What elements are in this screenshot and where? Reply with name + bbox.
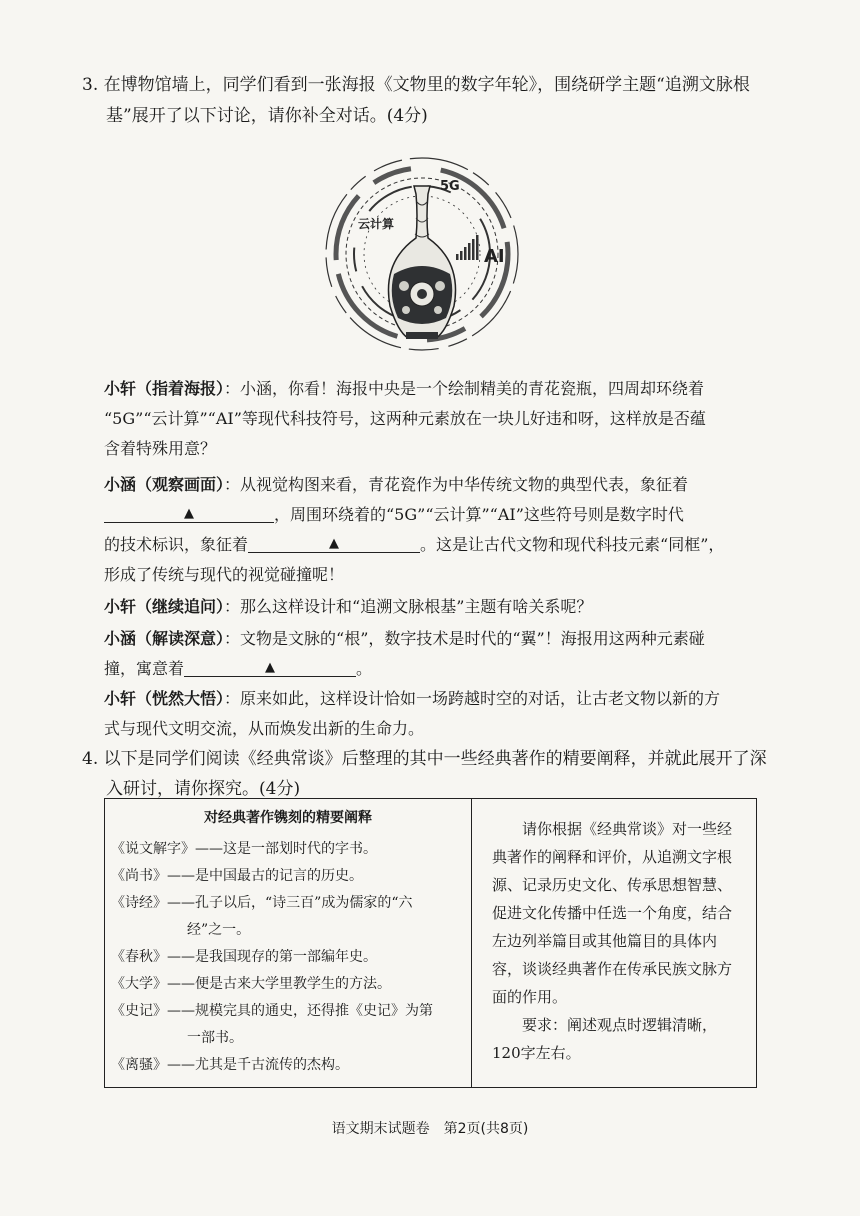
list-item: 《史记》——规模完具的通史，还得推《史记》为第 <box>111 1003 433 1019</box>
speaker-label: 小轩（恍然大悟） <box>104 689 225 708</box>
question-3-line-1: 3. 在博物馆墙上，同学们看到一张海报《文物里的数字年轮》，围绕研学主题“追溯文脉根 <box>82 75 750 95</box>
dialog-4: 小涵（解读深意）：文物是文脉的“根”，数字技术是时代的“翼”！海报用这两种元素碰 撞，寓意着 ▲ 。 <box>104 629 705 678</box>
page-footer: 语文期末试题卷 第2页(共8页) <box>331 1121 529 1137</box>
poster-image <box>322 146 522 368</box>
requirement-text: 要求：阐述观点时逻辑清晰，120字左右。 <box>492 1016 718 1062</box>
answer-blank-1[interactable]: ▲ <box>104 502 274 523</box>
poster-cloud-label: 云计算 <box>358 217 395 231</box>
poster-ai-label: AI <box>484 246 505 267</box>
instruction-text: 请你根据《经典常谈》对一些经典著作的阐释和评价，从追溯文字根源、记录历史文化、传承思想智慧、促进文化传播中任选一个角度，结合左边列举篇目或其他篇目的具体内容，谈谈经典著作在传承民族文脉方面的作用。 <box>492 820 733 1006</box>
classics-table <box>104 798 757 1088</box>
list-item: 《尚书》——是中国最古的记言的历史。 <box>111 868 363 884</box>
question-4-line-1: 4. 以下是同学们阅读《经典常谈》后整理的其中一些经典著作的精要阐释，并就此展开了深 <box>82 749 767 769</box>
instruction-panel <box>472 799 756 1087</box>
answer-blank-3[interactable]: ▲ <box>184 656 356 677</box>
dialog-2: 小涵（观察画面）：从视觉构图来看，青花瓷作为中华传统文物的典型代表，象征着 ▲ ，周围环绕着的“5G”“云计算”“AI”这些符号则是数字时代 的技术标识，象征着 ▲ 。这是让古代文物和现代科技元素“同框”， 形成了传统与现代的视觉碰撞呢！ <box>104 475 725 584</box>
speaker-label: 小轩（指着海报） <box>104 379 225 398</box>
list-item: 《春秋》——是我国现存的第一部编年史。 <box>111 949 377 965</box>
poster-5g-label: 5G <box>440 179 460 194</box>
speaker-label: 小轩（继续追问） <box>104 597 225 616</box>
vase-icon <box>388 186 455 339</box>
dialog-1: 小轩（指着海报）：小涵，你看！海报中央是一个绘制精美的青花瓷瓶，四周却环绕着 “5G”“云计算”“AI”等现代科技符号，这两种元素放在一块儿好违和呀，这样放是否蕴 含着特殊用意？ <box>104 379 706 458</box>
list-item: 《诗经》——孔子以后，“诗三百”成为儒家的“六 <box>111 895 413 911</box>
question-4-line-2: 入研讨，请你探究。(4分) <box>106 779 301 799</box>
list-item-continued: 一部书。 <box>187 1030 243 1046</box>
list-item: 《大学》——便是古来大学里教学生的方法。 <box>111 976 391 992</box>
table-head: 对经典著作镌刻的精要阐释 <box>204 810 372 826</box>
dialog-5: 小轩（恍然大悟）：原来如此，这样设计恰如一场跨越时空的对话，让古老文物以新的方 式与现代文明交流，从而焕发出新的生命力。 <box>104 689 721 738</box>
dialog-3: 小轩（继续追问）：那么这样设计和“追溯文脉根基”主题有啥关系呢？ <box>104 597 593 616</box>
bar-chart-icon <box>456 235 479 260</box>
question-3-line-2: 基”展开了以下讨论，请你补全对话。(4分) <box>106 106 428 126</box>
speaker-label: 小涵（解读深意） <box>104 629 225 648</box>
list-item: 《说文解字》——这是一部划时代的字书。 <box>111 841 377 857</box>
list-item-continued: 经”之一。 <box>187 922 251 938</box>
speaker-label: 小涵（观察画面） <box>104 475 225 494</box>
answer-blank-2[interactable]: ▲ <box>248 532 420 553</box>
classics-list <box>105 799 472 1087</box>
list-item: 《离骚》——尤其是千古流传的杰构。 <box>111 1057 349 1073</box>
